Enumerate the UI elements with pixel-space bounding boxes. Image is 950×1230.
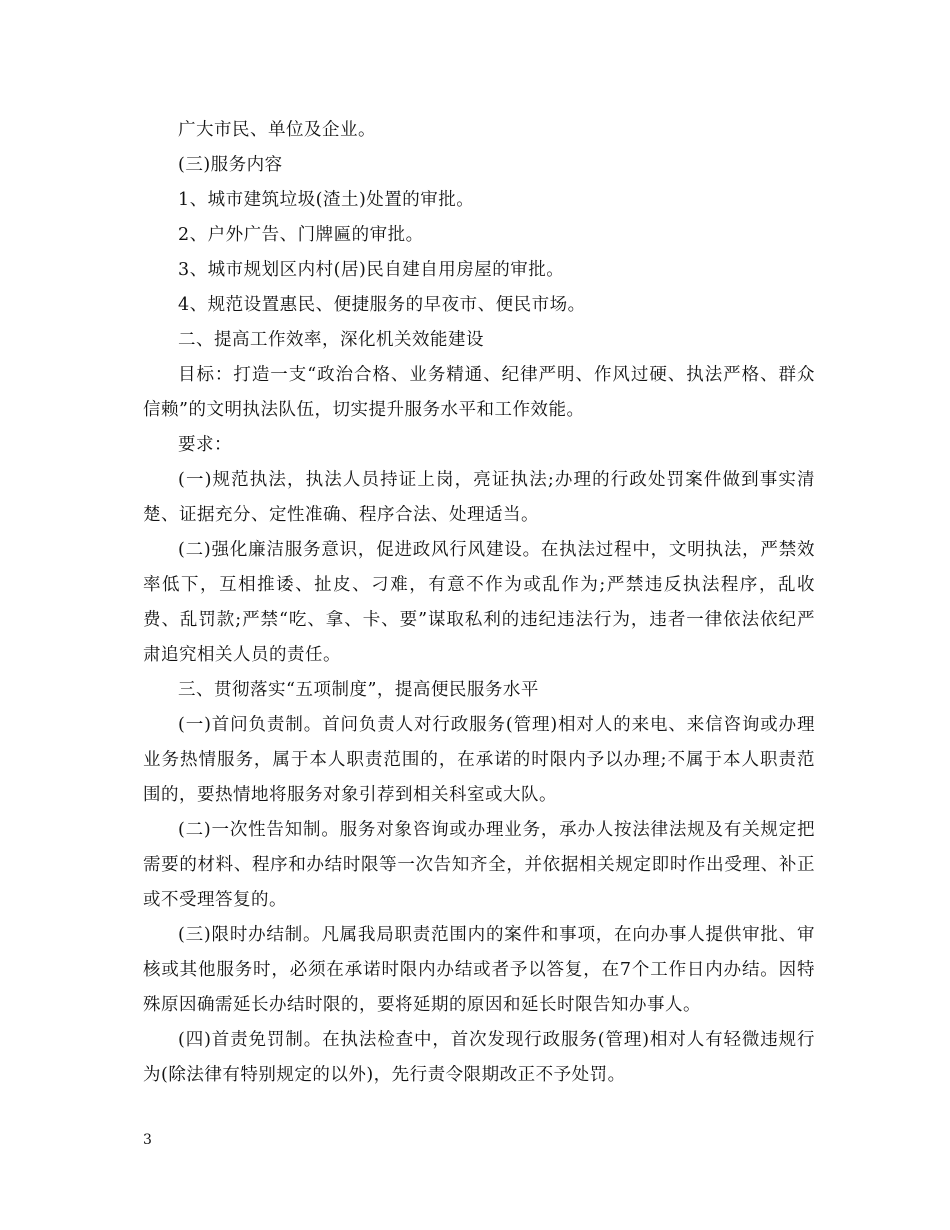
section-heading: 二、提高工作效率，深化机关效能建设 <box>178 330 484 350</box>
paragraph: 广大市民、单位及企业。 <box>178 120 376 140</box>
paragraph: 要求： <box>178 435 232 455</box>
section-heading: (三)服务内容 <box>178 155 283 175</box>
list-item: 1、城市建筑垃圾(渣土)处置的审批。 <box>178 190 475 210</box>
list-item: 3、城市规划区内村(居)民自建自用房屋的审批。 <box>178 260 565 280</box>
section-heading: 三、贯彻落实“五项制度”，提高便民服务水平 <box>178 680 539 700</box>
list-item: 4、规范设置惠民、便捷服务的早夜市、便民市场。 <box>178 295 586 315</box>
paragraph: (二)一次性告知制。服务对象咨询或办理业务，承办人按法律法规及有关规定把需要的材料、程序和办结时限等一次告知齐全，并依据相关规定即时作出受理、补正或不受理答复的。 <box>143 820 815 910</box>
paragraph: 目标：打造一支“政治合格、业务精通、纪律严明、作风过硬、执法严格、群众信赖”的文明执法队伍，切实提升服务水平和工作效能。 <box>143 365 815 420</box>
page-number: 3 <box>143 1132 152 1148</box>
paragraph: (三)限时办结制。凡属我局职责范围内的案件和事项，在向办事人提供审批、审核或其他服务时，必须在承诺时限内办结或者予以答复，在7个工作日内办结。因特殊原因确需延长办结时限的，要将延期的原因和延长时限告知办事人。 <box>143 925 815 1015</box>
document-body <box>143 113 815 1093</box>
paragraph: (四)首责免罚制。在执法检查中，首次发现行政服务(管理)相对人有轻微违规行为(除法律有特别规定的以外)，先行责令限期改正不予处罚。 <box>143 1030 815 1085</box>
list-item: 2、户外广告、门牌匾的审批。 <box>178 225 424 245</box>
paragraph: (一)首问负责制。首问负责人对行政服务(管理)相对人的来电、来信咨询或办理业务热情服务，属于本人职责范围的，在承诺的时限内予以办理;不属于本人职责范围的，要热情地将服务对象引荐到相关科室或大队。 <box>143 715 815 805</box>
paragraph: (一)规范执法，执法人员持证上岗，亮证执法;办理的行政处罚案件做到事实清楚、证据充分、定性准确、程序合法、处理适当。 <box>143 470 815 525</box>
paragraph: (二)强化廉洁服务意识，促进政风行风建设。在执法过程中，文明执法，严禁效率低下，互相推诿、扯皮、刁难，有意不作为或乱作为;严禁违反执法程序，乱收费、乱罚款;严禁“吃、拿、卡、要”谋取私利的违纪违法行为，违者一律依法依纪严肃追究相关人员的责任。 <box>143 540 815 665</box>
